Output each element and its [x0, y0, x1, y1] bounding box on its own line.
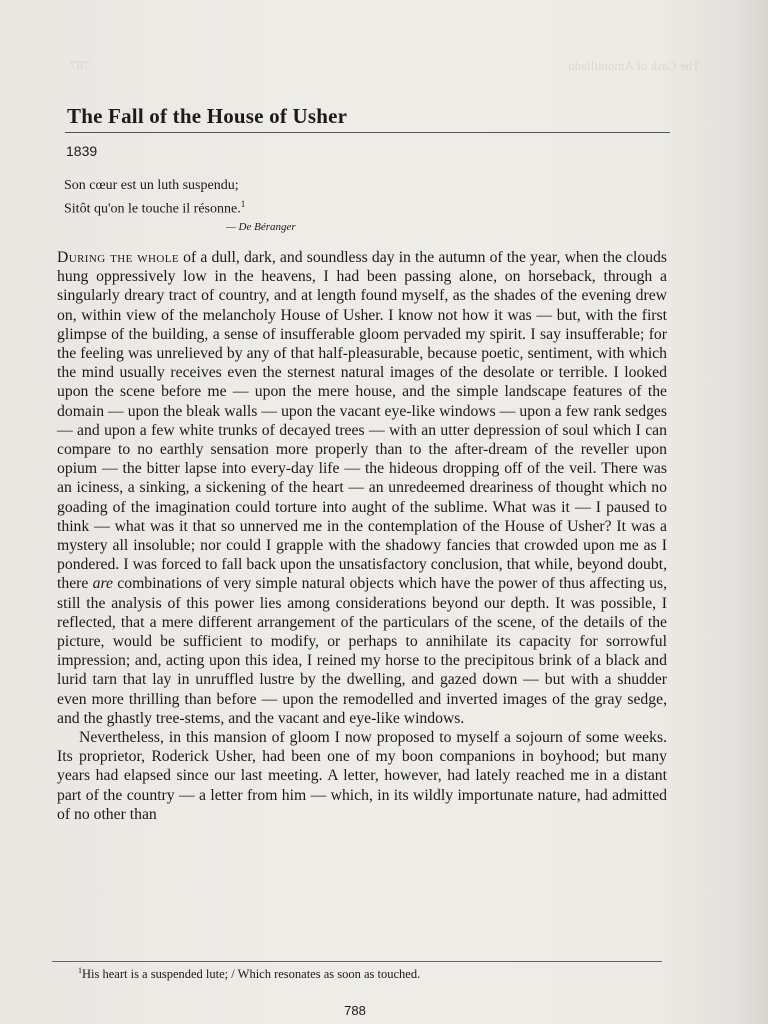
story-body — [57, 248, 667, 824]
epigraph-line-2 — [64, 195, 245, 219]
footnote-text: His heart is a suspended lute; / Which resonates as soon as touched. — [82, 967, 421, 982]
paragraph-2: Nevertheless, in this mansion of gloom I now proposed to myself a sojourn of some weeks. Its proprietor, Roderick Usher, had been one of my boon companions in boyhood; but many years had elapsed since our last meeting. A letter, however, had lately reached me in a distant part of the country — a letter from him — which, in its wildly importunate nature, had admitted of no other than — [57, 729, 667, 823]
paragraph-1 — [57, 248, 667, 728]
epigraph-line-2-text: Sitôt qu'on le touche il résonne. — [64, 201, 241, 217]
epigraph-line-1: Son cœur est un luth suspendu; — [64, 178, 239, 193]
paragraph-1-text-a: of a dull, dark, and soundless day in the autumn of the year, when the clouds hung oppressively low in the heavens, I had been passing alone, on horseback, through a singularly dreary tract of country, and at length found myself, as the shades of the evening drew on, within view of the melancholy House of Usher. I know not how it was — but, with the first glimpse of the building, a sense of insufferable gloom pervaded my spirit. I say insufferable; for the feeling was unrelieved by any of that half-pleasurable, because poetic, sentiment, with which the mind usually receives even the sternest natural images of the desolate or terrible. I looked upon the scene before me — upon the mere house, and the simple landscape features of the domain — upon the bleak walls — upon the vacant eye-like windows — upon a few rank sedges — and upon a few white trunks of decayed trees — with an utter depression of soul which I can compare to no earthly sensation more properly than to the after-dream of the reveller upon opium — the bitter lapse into every-day life — the hideous dropping off of the veil. There was an iciness, a sinking, a sickening of the heart — an unredeemed dreariness of thought which no goading of the imagination could torture into aught of the sublime. What was it — I paused to think — what was it that so unnerved me in the contemplation of the House of Usher? It was a mystery all insoluble; nor could I grapple with the shadowy fancies that crowded upon me as I pondered. I was forced to fall back upon the unsatisfactory conclusion, that while, beyond doubt, there — [57, 249, 667, 593]
page-number: 788 — [344, 1003, 366, 1018]
footnote-rule — [52, 961, 662, 962]
footnote-marker: 1 — [78, 966, 82, 975]
publication-year: 1839 — [66, 143, 98, 159]
title-rule — [65, 132, 670, 133]
epigraph — [64, 176, 245, 219]
epigraph-attribution: — De Béranger — [226, 221, 296, 233]
bleed-through-running-head — [70, 58, 700, 74]
footnote — [78, 966, 420, 982]
bleed-through-page-number: 787 — [70, 58, 90, 73]
bleed-through-title: The Cask of Amontillado — [568, 58, 700, 73]
emphasis: are — [92, 575, 113, 593]
footnote-reference[interactable]: 1 — [240, 199, 246, 209]
paragraph-1-text-b: combinations of very simple natural objects which have the power of thus affecting us, still the analysis of this power lies among considerations beyond our depth. It was possible, I reflected, that a mere different arrangement of the particulars of the scene, of the details of the picture, would be sufficient to modify, or perhaps to annihilate its capacity for sorrowful impression; and, acting upon this idea, I reined my horse to the precipitous brink of a black and lurid tarn that lay in unruffled lustre by the dwelling, and gazed down — but with a shudder even more thrilling than before — upon the remodelled and inverted images of the gray sedge, and the ghastly tree-stems, and the vacant and eye-like windows. — [57, 575, 668, 727]
story-title: The Fall of the House of Usher — [67, 104, 348, 128]
opening-words: During the whole — [57, 249, 179, 266]
